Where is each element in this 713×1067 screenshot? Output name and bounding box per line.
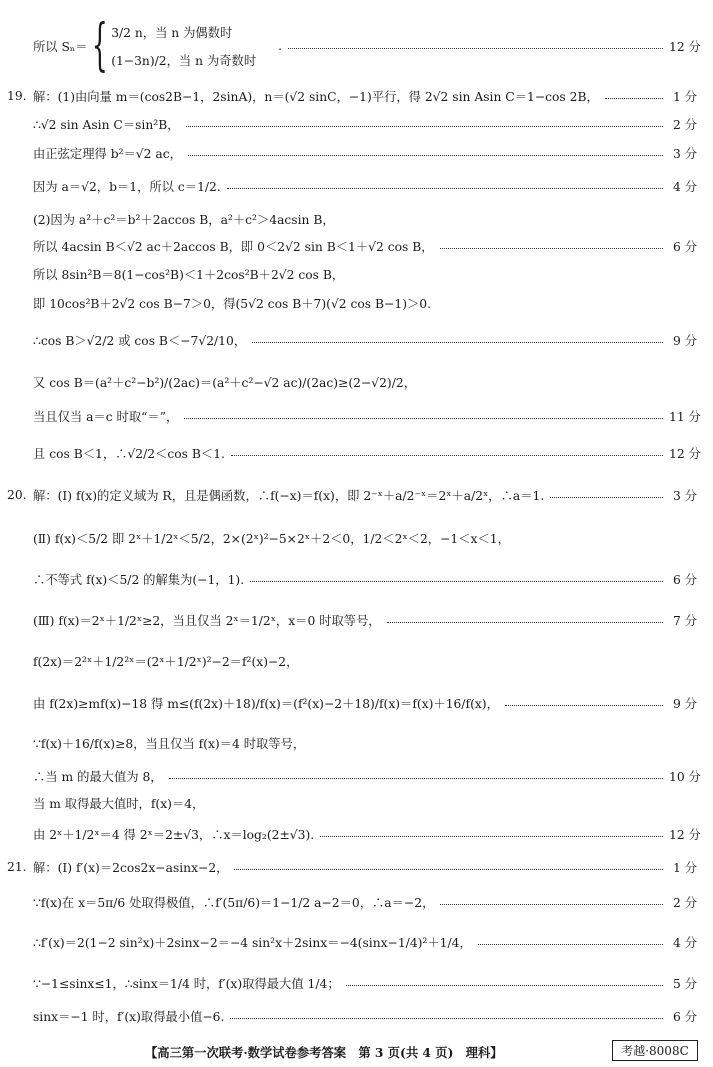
question-number: 20. bbox=[7, 488, 27, 502]
answer-line bbox=[0, 294, 713, 312]
dot-leader bbox=[231, 455, 663, 456]
line-text: 由 2ˣ＋1/2ˣ＝4 得 2ˣ＝2±√3，∴x＝log₂(2±√3). bbox=[33, 828, 315, 842]
question-number: 19. bbox=[7, 89, 27, 103]
line-text: 解：(Ⅰ) f′(x)＝2cos2x−asinx−2， bbox=[33, 861, 229, 875]
score-label: 1 分 bbox=[672, 90, 697, 104]
question-number: 21. bbox=[7, 860, 27, 874]
line-text: 即 10cos²B＋2√2 cos B−7＞0，得(5√2 cos B＋7)(√2 cos B−1)＞0. bbox=[33, 297, 432, 311]
score-label: 9 分 bbox=[672, 334, 697, 348]
score-label: 2 分 bbox=[672, 896, 697, 910]
score-label: 6 分 bbox=[672, 1010, 697, 1024]
score-label: 6 分 bbox=[672, 573, 697, 587]
case-even: 3/2 n，当 n 为偶数时 bbox=[111, 26, 233, 40]
answer-line bbox=[0, 13, 713, 78]
answer-line bbox=[0, 974, 713, 992]
line-text: ∴√2 sin Asin C＝sin²B， bbox=[33, 118, 180, 132]
line-text: (Ⅱ) f(x)＜5/2 即 2ˣ＋1/2ˣ＜5/2，2×(2ˣ)²−5×2ˣ＋2＜0，1/2＜2ˣ＜2，−1＜x＜1， bbox=[33, 532, 510, 546]
line-text: ∵f(x)＋16/f(x)≥8，当且仅当 f(x)＝4 时取等号， bbox=[33, 737, 306, 751]
line-text: ∴不等式 f(x)＜5/2 的解集为(−1，1). bbox=[33, 573, 245, 587]
dot-leader bbox=[288, 48, 663, 49]
score-label: 9 分 bbox=[672, 697, 697, 711]
answer-line bbox=[0, 177, 713, 195]
line-text: 所以 4acsin B＜√2 ac＋2accos B，即 0＜2√2 sin B＜1＋√2 cos B， bbox=[33, 240, 434, 254]
score-label: 2 分 bbox=[672, 118, 697, 132]
dot-leader bbox=[505, 705, 663, 706]
answer-line bbox=[0, 486, 713, 504]
dot-leader bbox=[227, 188, 663, 189]
answer-line bbox=[0, 858, 713, 876]
line-text: 当 m 取得最大值时，f(x)＝4， bbox=[33, 797, 205, 811]
answer-line bbox=[0, 373, 713, 391]
score-label: 11 分 bbox=[669, 410, 701, 424]
line-text: 由 f(2x)≥mf(x)−18 得 m≤(f(2x)＋18)/f(x)＝(f²(x)−2＋18)/f(x)＝f(x)＋16/f(x)， bbox=[33, 697, 499, 711]
dot-leader bbox=[252, 342, 663, 343]
answer-line bbox=[0, 694, 713, 712]
dot-leader bbox=[440, 904, 663, 905]
answer-line bbox=[0, 611, 713, 629]
dot-leader bbox=[188, 155, 663, 156]
dot-leader bbox=[550, 497, 663, 498]
answer-line bbox=[0, 1007, 713, 1025]
line-text: ∴f′(x)＝2(1−2 sin²x)＋2sinx−2＝−4 sin²x＋2sinx＝−4(sinx−1/4)²＋1/4， bbox=[33, 936, 472, 950]
line-text: sinx＝−1 时，f′(x)取得最小值−6. bbox=[33, 1010, 225, 1024]
answer-line bbox=[0, 210, 713, 228]
score-label: 12 分 bbox=[669, 40, 701, 54]
line-text: (Ⅲ) f(x)＝2ˣ＋1/2ˣ≥2，当且仅当 2ˣ＝1/2ˣ，x＝0 时取等号， bbox=[33, 614, 381, 628]
score-label: 4 分 bbox=[672, 180, 697, 194]
line-tail: . bbox=[278, 39, 283, 53]
dot-leader bbox=[186, 126, 663, 127]
dot-leader bbox=[387, 622, 663, 623]
score-label: 10 分 bbox=[669, 770, 701, 784]
dot-leader bbox=[346, 985, 663, 986]
line-text: ∴当 m 的最大值为 8， bbox=[33, 770, 163, 784]
dot-leader bbox=[184, 418, 663, 419]
score-label: 1 分 bbox=[672, 861, 697, 875]
line-text: f(2x)＝2²ˣ＋1/2²ˣ＝(2ˣ＋1/2ˣ)²−2＝f²(x)−2， bbox=[33, 655, 299, 669]
footer-code-box: 考越·8008C bbox=[612, 1040, 698, 1061]
brace-symbol: { bbox=[91, 13, 108, 78]
score-label: 5 分 bbox=[672, 977, 697, 991]
dot-leader bbox=[250, 581, 663, 582]
answer-line bbox=[0, 265, 713, 283]
dot-leader bbox=[320, 836, 663, 837]
dot-leader bbox=[169, 778, 663, 779]
answer-line bbox=[0, 734, 713, 752]
answer-line bbox=[0, 652, 713, 670]
line-text: 当且仅当 a＝c 时取“＝”， bbox=[33, 410, 179, 424]
answer-line bbox=[0, 570, 713, 588]
score-label: 3 分 bbox=[672, 147, 697, 161]
answer-line bbox=[0, 407, 713, 425]
answer-line bbox=[0, 893, 713, 911]
dot-leader bbox=[234, 869, 663, 870]
line-text: 因为 a＝√2，b＝1，所以 c＝1/2. bbox=[33, 180, 221, 194]
footer-title: 【高三第一次联考·数学试卷参考答案 第 3 页(共 4 页) 理科】 bbox=[145, 1045, 503, 1060]
dot-leader bbox=[478, 944, 663, 945]
line-prefix: 所以 Sₙ＝ bbox=[33, 40, 88, 54]
dot-leader bbox=[440, 248, 663, 249]
line-text: 又 cos B＝(a²＋c²−b²)/(2ac)＝(a²＋c²−√2 ac)/(2ac)≥(2−√2)/2， bbox=[33, 376, 416, 390]
line-text: (2)因为 a²＋c²＝b²＋2accos B，a²＋c²＞4acsin B， bbox=[33, 213, 335, 227]
answer-line bbox=[0, 529, 713, 547]
answer-line bbox=[0, 144, 713, 162]
dot-leader bbox=[605, 98, 663, 99]
score-label: 12 分 bbox=[669, 447, 701, 461]
line-text: 解：(1)由向量 m＝(cos2B−1，2sinA)，n＝(√2 sinC，−1)平行，得 2√2 sin Asin C＝1−cos 2B， bbox=[33, 90, 599, 104]
dot-leader bbox=[230, 1018, 663, 1019]
case-odd: (1−3n)/2，当 n 为奇数时 bbox=[111, 54, 257, 68]
score-label: 3 分 bbox=[672, 489, 697, 503]
score-label: 12 分 bbox=[669, 828, 701, 842]
answer-line bbox=[0, 794, 713, 812]
answer-line bbox=[0, 933, 713, 951]
line-text: 由正弦定理得 b²＝√2 ac， bbox=[33, 147, 182, 161]
answer-line bbox=[0, 237, 713, 255]
answer-line bbox=[0, 87, 713, 105]
line-text: ∵f(x)在 x＝5π/6 处取得极值，∴f′(5π/6)＝1−1/2 a−2＝0，∴a＝−2， bbox=[33, 896, 435, 910]
score-label: 6 分 bbox=[672, 240, 697, 254]
line-text: ∴cos B＞√2/2 或 cos B＜−7√2/10， bbox=[33, 334, 247, 348]
answer-line bbox=[0, 115, 713, 133]
page-footer bbox=[0, 1040, 713, 1062]
answer-line bbox=[0, 825, 713, 843]
score-label: 4 分 bbox=[672, 936, 697, 950]
answer-line bbox=[0, 767, 713, 785]
score-label: 7 分 bbox=[672, 614, 697, 628]
line-text: 解：(Ⅰ) f(x)的定义域为 R，且是偶函数，∴f(−x)＝f(x)，即 2⁻ˣ＋a/2⁻ˣ＝2ˣ＋a/2ˣ，∴a＝1. bbox=[33, 489, 545, 503]
answer-line bbox=[0, 444, 713, 462]
answer-line bbox=[0, 331, 713, 349]
line-text: 且 cos B＜1，∴√2/2＜cos B＜1. bbox=[33, 447, 225, 461]
piecewise-cases bbox=[111, 23, 256, 69]
line-text: ∵−1≤sinx≤1，∴sinx＝1/4 时，f′(x)取得最大值 1/4； bbox=[33, 977, 340, 991]
line-text: 所以 8sin²B＝8(1−cos²B)＜1＋2cos²B＋2√2 cos B， bbox=[33, 268, 345, 282]
